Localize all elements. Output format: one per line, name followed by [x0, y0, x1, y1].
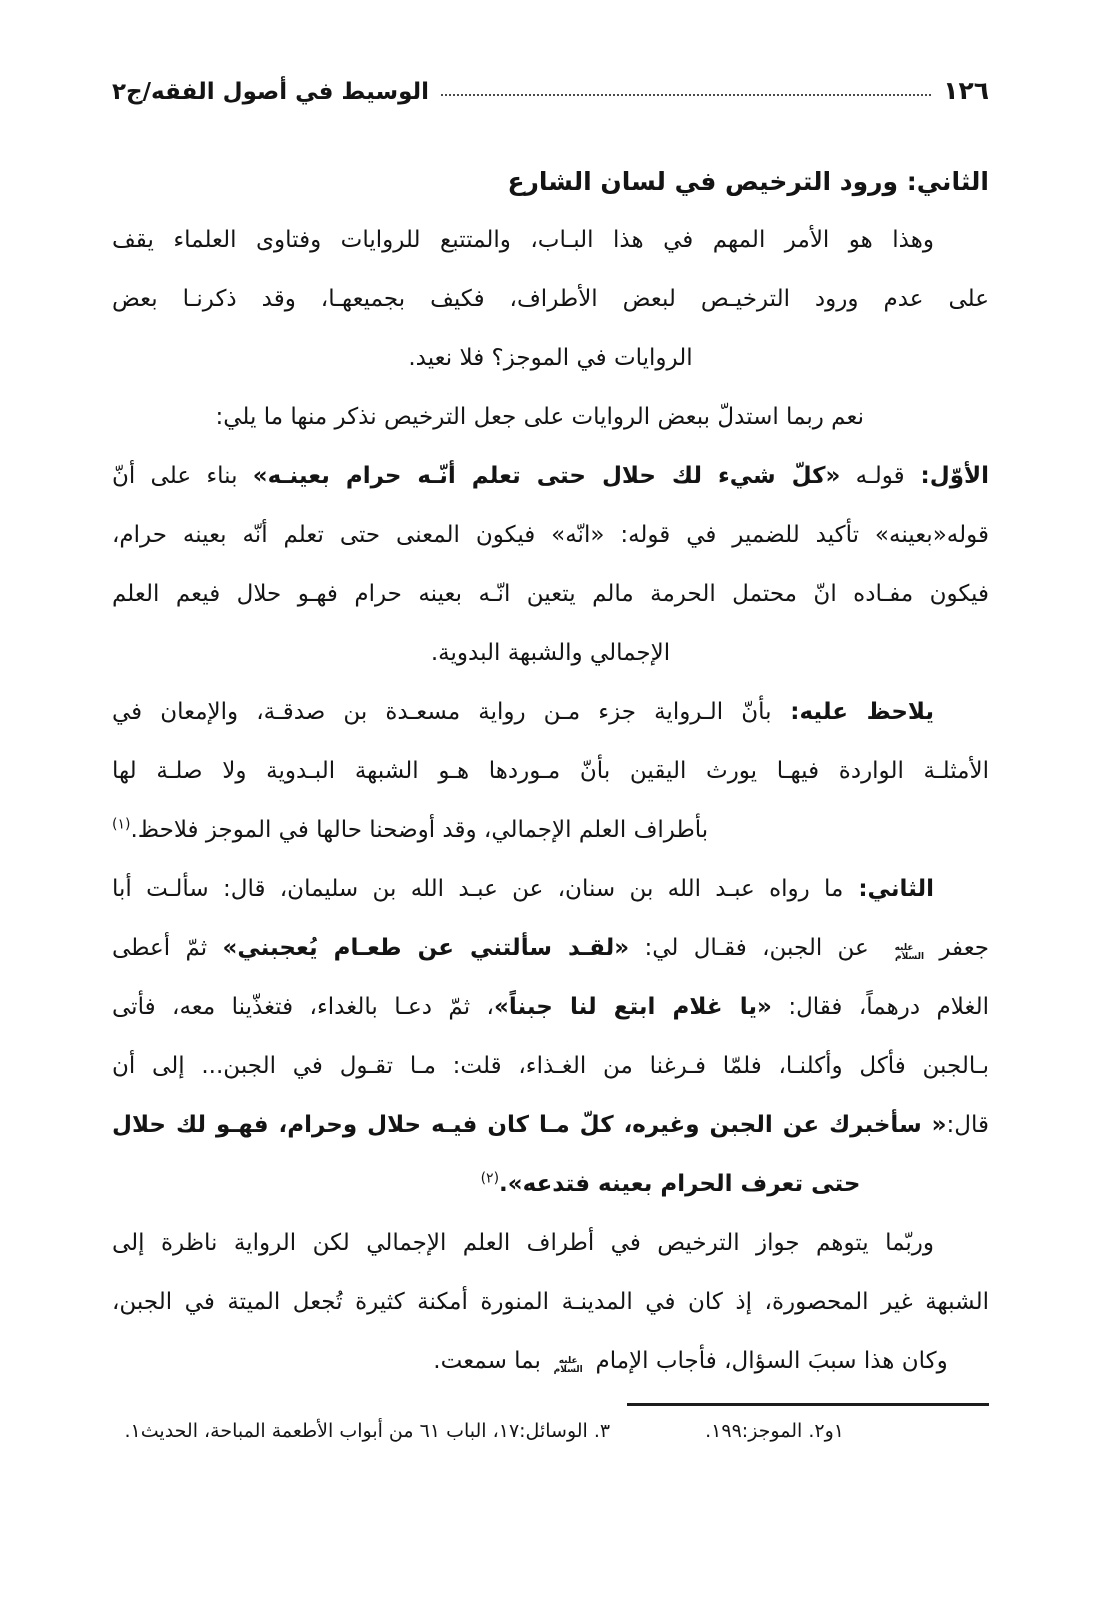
lead-word: الأوّل:	[904, 463, 990, 489]
line-text: قوله«بعينه» تأكيد للضمير في قوله: «انّه» فيكون المعنى حتى تعلم أنّه بعينه حرام،	[112, 522, 989, 548]
lead-word: الثاني:	[843, 876, 934, 902]
line-text: وكان هذا سببَ السؤال، فأجاب الإمام	[588, 1348, 948, 1374]
body-line	[112, 978, 989, 1037]
line-text: وهذا هو الأمر المهم في هذا البـاب، والمتتبع للروايات وفتاوى العلماء يقف	[112, 227, 934, 253]
line-text: على عدم ورود الترخيـص لبعض الأطراف، فكيف بجميعهـا، وقد ذكرنـا بعض	[112, 286, 989, 312]
body-line	[112, 270, 989, 329]
body-line	[392, 1332, 989, 1391]
hadith-quote: حتى تعرف الحرام بعينه فتدعه».	[499, 1171, 861, 1197]
line-text: الشبهة غير المحصورة، إذ كان في المدينـة المنورة أمكنة كثيرة تُجعل الميتة في الجبن،	[112, 1289, 989, 1315]
hadith-quote: « سأخبرك عن الجبن وغيره، كلّ مـا كان فيـه حلال وحرام، فهـو لك حلال	[112, 1112, 947, 1138]
line-text: بما سمعت.	[433, 1348, 549, 1374]
line-text: نعم ربما استدلّ ببعض الروايات على جعل الترخيص نذكر منها ما يلي:	[215, 404, 864, 430]
line-text: قال:	[946, 1112, 989, 1138]
line-text: جعفر	[924, 935, 990, 961]
line-text: بناء على أنّ	[112, 463, 253, 489]
body-line	[112, 624, 989, 683]
footnote-row	[112, 1414, 989, 1448]
body-line	[112, 329, 989, 388]
body-line	[112, 506, 989, 565]
hadith-quote: «يا غلام ابتع لنا جبناً»	[493, 994, 772, 1020]
hadith-quote: «كلّ شيء لك حلال حتى تعلم أنّـه حرام بعينـه»	[252, 463, 841, 489]
book-title: الوسيط في أصول الفقه/ج٢	[112, 79, 430, 105]
line-text: بأنّ الـرواية جزء مـن رواية مسعـدة بن صدقـة، والإمعان في	[112, 699, 772, 725]
page-header	[112, 0, 989, 105]
body-line	[112, 801, 989, 860]
body-line	[112, 565, 989, 624]
body-line	[112, 388, 989, 447]
line-text: الإجمالي والشبهة البدوية.	[430, 640, 671, 666]
page-number: ١٢٦	[943, 76, 989, 105]
line-text: قولـه	[840, 463, 905, 489]
line-text: بأطراف العلم الإجمالي، وقد أوضحنا حالها في الموجز فلاحظ.	[130, 817, 709, 843]
body-line	[112, 1273, 989, 1332]
body-line	[112, 919, 989, 978]
line-text: ثمّ أعطى	[112, 935, 223, 961]
footnote-item: ١و٢. الموجز:١٩٩.	[705, 1420, 844, 1442]
footnote-item: ٣. الوسائل:١٧، الباب ٦١ من أبواب الأطعمة المباحة، الحديث١.	[124, 1420, 611, 1442]
body-line	[112, 742, 989, 801]
line-text: بـالجبن فأكل وأكلنـا، فلمّا فـرغنا من الغـذاء، قلت: مـا تقـول في الجبن... إلى أن	[112, 1053, 989, 1079]
honorific-alayhis-salam-icon: عليه السلام	[553, 1356, 583, 1375]
hadith-quote: «لقـد سألتني عن طعـام يُعجبني»	[222, 935, 630, 961]
body-line	[112, 683, 989, 742]
line-text: الغلام درهماً، فقال:	[771, 994, 989, 1020]
line-text: الروايات في الموجز؟ فلا نعيد.	[408, 345, 693, 371]
section-heading: الثاني: ورود الترخيص في لسان الشارع	[507, 167, 989, 196]
line-text: وربّما يتوهم جواز الترخيص في أطراف العلم الإجمالي لكن الرواية ناظرة إلى	[112, 1230, 934, 1256]
dotted-leader	[441, 94, 931, 96]
line-text: عن الجبن، فقـال لي:	[629, 935, 885, 961]
footnote-rule	[627, 1403, 989, 1406]
body-line	[112, 860, 989, 919]
line-text: ، ثمّ دعـا بالغداء، فتغذّينا معه، فأتى	[112, 994, 494, 1020]
body-text	[112, 152, 989, 1391]
footnote-marker: (١)	[112, 816, 131, 833]
body-line	[112, 1214, 989, 1273]
body-line	[112, 1096, 989, 1155]
line-text: الأمثلـة الواردة فيهـا يورث اليقين بأنّ مـوردها هـو الشبهة البـدوية ولا صلـة لها	[112, 758, 989, 784]
body-line	[112, 211, 989, 270]
honorific-alayhis-salam-icon: عليه السلام	[894, 943, 925, 962]
lead-word: يلاحظ عليه:	[771, 699, 934, 725]
body-line	[112, 447, 989, 506]
body-line	[352, 1155, 989, 1214]
footnote-marker: (٢)	[480, 1170, 500, 1187]
line-text: ما رواه عبـد الله بن سنان، عن عبـد الله بن سليمان، قال: سألـت أبا	[112, 876, 844, 902]
body-line	[112, 1037, 989, 1096]
line-text: فيكون مفـاده انّ محتمل الحرمة مالم يتعين انّـه بعينه حرام فهـو حلال فيعم العلم	[112, 581, 989, 607]
